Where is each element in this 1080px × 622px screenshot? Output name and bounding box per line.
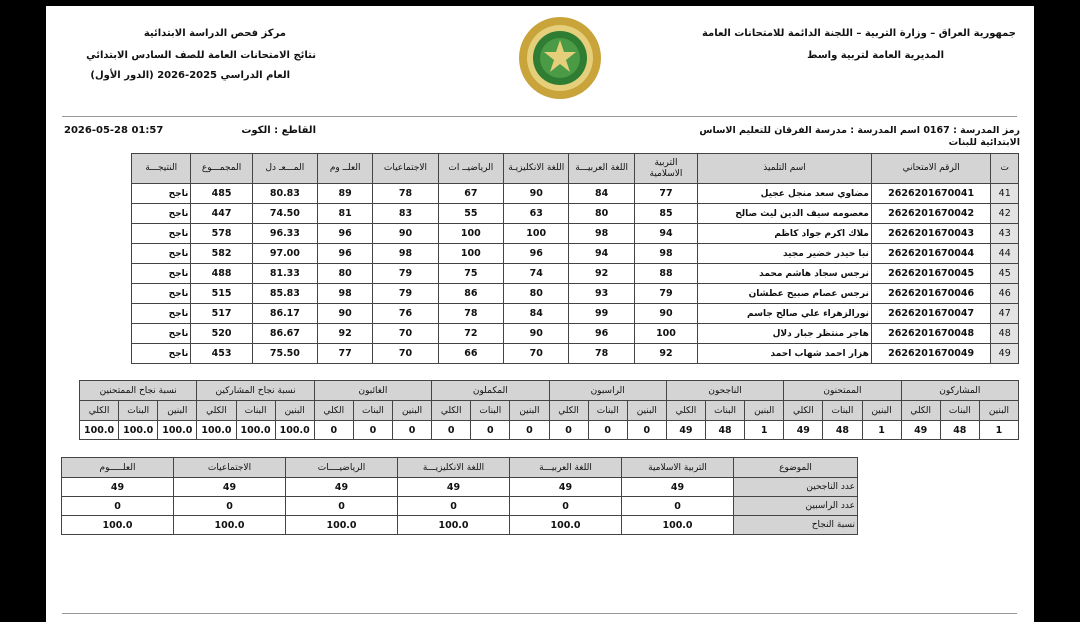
- grade-islamic-cell: 79: [634, 284, 697, 304]
- subject-stat-row: [62, 516, 858, 535]
- total-cell: 485: [191, 184, 252, 204]
- exam-number-cell: 2626201670046: [871, 284, 991, 304]
- grade-english-cell: 100: [504, 224, 569, 244]
- subject-stat-value: 0: [286, 497, 398, 516]
- grade-math-cell: 67: [438, 184, 503, 204]
- students-header-row: [132, 154, 1019, 184]
- grade-arabic-cell: 80: [569, 204, 634, 224]
- grade-math-cell: 75: [438, 264, 503, 284]
- student-name-cell: هاجر منتظر جبار دلال: [698, 324, 872, 344]
- summary-value-cell: 100.0: [275, 421, 314, 440]
- grade-arabic-cell: 92: [569, 264, 634, 284]
- summary-sub-header: البنات: [119, 401, 158, 421]
- total-cell: 488: [191, 264, 252, 284]
- student-row: [132, 264, 1019, 284]
- student-name-cell: نرجس سجاد هاشم محمد: [698, 264, 872, 284]
- summary-sub-header: البنين: [745, 401, 784, 421]
- summary-sub-header: البنين: [627, 401, 666, 421]
- subject-stat-row: [62, 478, 858, 497]
- subject-stat-value: 0: [510, 497, 622, 516]
- grade-english-cell: 80: [504, 284, 569, 304]
- exam-number-cell: 2626201670042: [871, 204, 991, 224]
- result-cell: ناجح: [132, 284, 191, 304]
- summary-value-cell: 100.0: [158, 421, 197, 440]
- result-cell: ناجح: [132, 344, 191, 364]
- column-header: ت: [991, 154, 1019, 184]
- student-name-cell: ملاك اكرم جواد كاظم: [698, 224, 872, 244]
- grade-social-cell: 90: [373, 224, 438, 244]
- grade-social-cell: 70: [373, 344, 438, 364]
- summary-group-header: الراسبون: [549, 381, 666, 401]
- grade-arabic-cell: 98: [569, 224, 634, 244]
- average-cell: 85.83: [252, 284, 317, 304]
- average-cell: 97.00: [252, 244, 317, 264]
- grade-english-cell: 90: [504, 324, 569, 344]
- grade-arabic-cell: 93: [569, 284, 634, 304]
- column-header: النتيجـــة: [132, 154, 191, 184]
- summary-sub-header: البنين: [393, 401, 432, 421]
- summary-sub-header: البنين: [158, 401, 197, 421]
- student-row: [132, 204, 1019, 224]
- summary-sub-header: الكلي: [314, 401, 353, 421]
- average-cell: 96.33: [252, 224, 317, 244]
- subject-stat-label: نسبة النجاح: [734, 516, 858, 535]
- student-row: [132, 344, 1019, 364]
- summary-sub-header: البنات: [823, 401, 862, 421]
- summary-group-header: المشاركون: [901, 381, 1018, 401]
- grade-arabic-cell: 84: [569, 184, 634, 204]
- print-datetime: 2026-05-28 01:57: [64, 125, 164, 136]
- summary-group-header: نسبة نجاح الممتحنين: [80, 381, 197, 401]
- summary-sub-header: الكلي: [666, 401, 705, 421]
- grade-islamic-cell: 92: [634, 344, 697, 364]
- summary-group-header: المكملون: [432, 381, 549, 401]
- ministry-logo-icon: [518, 16, 602, 100]
- column-header: اللغة الانكليزيـة: [504, 154, 569, 184]
- exam-number-cell: 2626201670049: [871, 344, 991, 364]
- summary-value-cell: 48: [940, 421, 979, 440]
- result-cell: ناجح: [132, 244, 191, 264]
- student-row: [132, 304, 1019, 324]
- summary-value-cell: 0: [549, 421, 588, 440]
- grade-social-cell: 76: [373, 304, 438, 324]
- result-cell: ناجح: [132, 224, 191, 244]
- summary-value-cell: 100.0: [236, 421, 275, 440]
- students-results-table: [131, 153, 1019, 364]
- exam-number-cell: 2626201670047: [871, 304, 991, 324]
- summary-value-cell: 0: [314, 421, 353, 440]
- header-center: مركز فحص الدراسة الابتدائية: [143, 28, 286, 39]
- summary-subheader-row: [80, 401, 1019, 421]
- column-header: اسم التلميذ: [698, 154, 872, 184]
- summary-sub-header: الكلي: [80, 401, 119, 421]
- subject-stat-value: 100.0: [174, 516, 286, 535]
- grade-islamic-cell: 98: [634, 244, 697, 264]
- summary-value-cell: 0: [588, 421, 627, 440]
- summary-value-cell: 49: [901, 421, 940, 440]
- seq-number-cell: 49: [991, 344, 1019, 364]
- seq-number-cell: 44: [991, 244, 1019, 264]
- summary-sub-header: البنات: [588, 401, 627, 421]
- student-row: [132, 184, 1019, 204]
- grade-islamic-cell: 85: [634, 204, 697, 224]
- student-name-cell: مضاوي سعد منجل عجيل: [698, 184, 872, 204]
- summary-group-header: الغائبون: [314, 381, 431, 401]
- subject-stat-value: 100.0: [62, 516, 174, 535]
- average-cell: 86.17: [252, 304, 317, 324]
- student-row: [132, 224, 1019, 244]
- summary-values-row: [80, 421, 1019, 440]
- district-info: القاطع : الكوت: [241, 125, 316, 136]
- subject-stat-value: 49: [510, 478, 622, 497]
- average-cell: 81.33: [252, 264, 317, 284]
- grade-social-cell: 98: [373, 244, 438, 264]
- total-cell: 582: [191, 244, 252, 264]
- grade-arabic-cell: 78: [569, 344, 634, 364]
- summary-value-cell: 48: [706, 421, 745, 440]
- grade-social-cell: 79: [373, 264, 438, 284]
- grade-math-cell: 55: [438, 204, 503, 224]
- grade-english-cell: 63: [504, 204, 569, 224]
- average-cell: 75.50: [252, 344, 317, 364]
- summary-value-cell: 100.0: [80, 421, 119, 440]
- grade-social-cell: 78: [373, 184, 438, 204]
- subject-stat-value: 0: [174, 497, 286, 516]
- subject-stat-row: [62, 497, 858, 516]
- subject-stat-label: عدد الناجحين: [734, 478, 858, 497]
- results-sheet: [46, 6, 1034, 622]
- grade-science-cell: 90: [318, 304, 373, 324]
- seq-number-cell: 43: [991, 224, 1019, 244]
- header-exam-title: نتائج الامتحانات العامة للصف السادس الابتدائي: [86, 50, 316, 61]
- student-name-cell: نورالزهراء علي صالح جاسم: [698, 304, 872, 324]
- subject-stat-value: 100.0: [622, 516, 734, 535]
- summary-value-cell: 100.0: [197, 421, 236, 440]
- subject-header: العلـــــوم: [62, 458, 174, 478]
- grade-arabic-cell: 96: [569, 324, 634, 344]
- seq-number-cell: 46: [991, 284, 1019, 304]
- grade-science-cell: 89: [318, 184, 373, 204]
- subject-header: التربية الاسلامية: [622, 458, 734, 478]
- subject-header: الموضوع: [734, 458, 858, 478]
- result-cell: ناجح: [132, 184, 191, 204]
- subjects-summary-table: [61, 457, 858, 535]
- average-cell: 86.67: [252, 324, 317, 344]
- column-header: الاجتماعيات: [373, 154, 438, 184]
- student-row: [132, 244, 1019, 264]
- result-cell: ناجح: [132, 264, 191, 284]
- header-directorate: المديرية العامة لتربية واسط: [807, 50, 944, 61]
- subject-stat-value: 0: [62, 497, 174, 516]
- subject-stat-value: 49: [174, 478, 286, 497]
- summary-sub-header: البنين: [979, 401, 1018, 421]
- seq-number-cell: 47: [991, 304, 1019, 324]
- summary-sub-header: البنين: [862, 401, 901, 421]
- summary-sub-header: البنات: [353, 401, 392, 421]
- seq-number-cell: 42: [991, 204, 1019, 224]
- grade-science-cell: 77: [318, 344, 373, 364]
- grade-science-cell: 81: [318, 204, 373, 224]
- result-cell: ناجح: [132, 304, 191, 324]
- subject-header: الرياضيــــات: [286, 458, 398, 478]
- subject-stat-value: 49: [286, 478, 398, 497]
- summary-sub-header: البنات: [471, 401, 510, 421]
- school-info: رمز المدرسة : 0167 اسم المدرسة : مدرسة الفرقان للتعليم الاساس الابتدائية للبنات: [699, 125, 1020, 148]
- summary-value-cell: 0: [627, 421, 666, 440]
- subject-stat-value: 49: [398, 478, 510, 497]
- grade-islamic-cell: 94: [634, 224, 697, 244]
- summary-sub-header: البنين: [510, 401, 549, 421]
- grade-math-cell: 78: [438, 304, 503, 324]
- subjects-header-row: [62, 458, 858, 478]
- summary-value-cell: 49: [784, 421, 823, 440]
- subject-stat-value: 0: [622, 497, 734, 516]
- subject-header: الاجتماعيات: [174, 458, 286, 478]
- average-cell: 80.83: [252, 184, 317, 204]
- summary-value-cell: 0: [393, 421, 432, 440]
- grade-math-cell: 72: [438, 324, 503, 344]
- grade-science-cell: 80: [318, 264, 373, 284]
- grade-math-cell: 100: [438, 224, 503, 244]
- summary-sub-header: البنات: [706, 401, 745, 421]
- column-header: التربية الاسلامية: [634, 154, 697, 184]
- grade-islamic-cell: 90: [634, 304, 697, 324]
- total-cell: 517: [191, 304, 252, 324]
- grade-math-cell: 66: [438, 344, 503, 364]
- subject-stat-value: 100.0: [398, 516, 510, 535]
- summary-value-cell: 0: [432, 421, 471, 440]
- summary-value-cell: 0: [510, 421, 549, 440]
- summary-group-header: الناجحون: [666, 381, 783, 401]
- total-cell: 520: [191, 324, 252, 344]
- student-row: [132, 324, 1019, 344]
- grade-english-cell: 90: [504, 184, 569, 204]
- column-header: العلــ وم: [318, 154, 373, 184]
- column-header: اللغة العربيـــة: [569, 154, 634, 184]
- summary-value-cell: 49: [666, 421, 705, 440]
- subject-stat-value: 100.0: [286, 516, 398, 535]
- summary-stats-table: [79, 380, 1019, 440]
- summary-value-cell: 0: [471, 421, 510, 440]
- total-cell: 447: [191, 204, 252, 224]
- summary-value-cell: 1: [862, 421, 901, 440]
- average-cell: 74.50: [252, 204, 317, 224]
- grade-english-cell: 96: [504, 244, 569, 264]
- column-header: المـــعـ دل: [252, 154, 317, 184]
- column-header: الرقم الامتحاني: [871, 154, 991, 184]
- summary-group-header: الممتحنون: [784, 381, 901, 401]
- grade-social-cell: 79: [373, 284, 438, 304]
- column-header: الرياضيــ ات: [438, 154, 503, 184]
- summary-value-cell: 1: [979, 421, 1018, 440]
- student-name-cell: نرجس عصام صبيح عطشان: [698, 284, 872, 304]
- summary-sub-header: الكلي: [549, 401, 588, 421]
- grade-islamic-cell: 88: [634, 264, 697, 284]
- subject-stat-value: 49: [622, 478, 734, 497]
- grade-math-cell: 86: [438, 284, 503, 304]
- subject-header: اللغة الانكليزيـــة: [398, 458, 510, 478]
- subject-stat-value: 0: [398, 497, 510, 516]
- summary-sub-header: البنين: [275, 401, 314, 421]
- subject-stat-value: 49: [62, 478, 174, 497]
- grade-social-cell: 83: [373, 204, 438, 224]
- grade-social-cell: 70: [373, 324, 438, 344]
- grade-science-cell: 96: [318, 224, 373, 244]
- summary-group-header: نسبة نجاح المشاركين: [197, 381, 314, 401]
- grade-english-cell: 70: [504, 344, 569, 364]
- grade-math-cell: 100: [438, 244, 503, 264]
- summary-value-cell: 1: [745, 421, 784, 440]
- subject-stat-value: 100.0: [510, 516, 622, 535]
- total-cell: 578: [191, 224, 252, 244]
- result-cell: ناجح: [132, 324, 191, 344]
- summary-sub-header: الكلي: [901, 401, 940, 421]
- subject-stat-label: عدد الراسبين: [734, 497, 858, 516]
- summary-sub-header: الكلي: [197, 401, 236, 421]
- grade-islamic-cell: 77: [634, 184, 697, 204]
- column-header: المجمـــوع: [191, 154, 252, 184]
- seq-number-cell: 41: [991, 184, 1019, 204]
- grade-arabic-cell: 99: [569, 304, 634, 324]
- result-cell: ناجح: [132, 204, 191, 224]
- grade-islamic-cell: 100: [634, 324, 697, 344]
- summary-sub-header: البنات: [940, 401, 979, 421]
- summary-value-cell: 0: [353, 421, 392, 440]
- grade-arabic-cell: 94: [569, 244, 634, 264]
- summary-groups-row: [80, 381, 1019, 401]
- total-cell: 453: [191, 344, 252, 364]
- student-name-cell: نبا حيدر خضير مجيد: [698, 244, 872, 264]
- summary-sub-header: البنات: [236, 401, 275, 421]
- summary-sub-header: الكلي: [432, 401, 471, 421]
- student-row: [132, 284, 1019, 304]
- grade-english-cell: 74: [504, 264, 569, 284]
- seq-number-cell: 45: [991, 264, 1019, 284]
- grade-science-cell: 96: [318, 244, 373, 264]
- summary-value-cell: 100.0: [119, 421, 158, 440]
- header-academic-year: العام الدراسي 2025-2026 (الدور الأول): [90, 70, 290, 81]
- exam-number-cell: 2626201670045: [871, 264, 991, 284]
- subject-header: اللغة العربيـــة: [510, 458, 622, 478]
- header-ministry: جمهورية العراق – وزارة التربية – اللجنة الدائمة للامتحانات العامة: [701, 28, 1016, 39]
- summary-value-cell: 48: [823, 421, 862, 440]
- exam-number-cell: 2626201670041: [871, 184, 991, 204]
- student-name-cell: معصومه سيف الدين ليث صالح: [698, 204, 872, 224]
- exam-number-cell: 2626201670044: [871, 244, 991, 264]
- grade-english-cell: 84: [504, 304, 569, 324]
- grade-science-cell: 92: [318, 324, 373, 344]
- seq-number-cell: 48: [991, 324, 1019, 344]
- student-name-cell: هزار احمد شهاب احمد: [698, 344, 872, 364]
- total-cell: 515: [191, 284, 252, 304]
- grade-science-cell: 98: [318, 284, 373, 304]
- exam-number-cell: 2626201670048: [871, 324, 991, 344]
- exam-number-cell: 2626201670043: [871, 224, 991, 244]
- summary-sub-header: الكلي: [784, 401, 823, 421]
